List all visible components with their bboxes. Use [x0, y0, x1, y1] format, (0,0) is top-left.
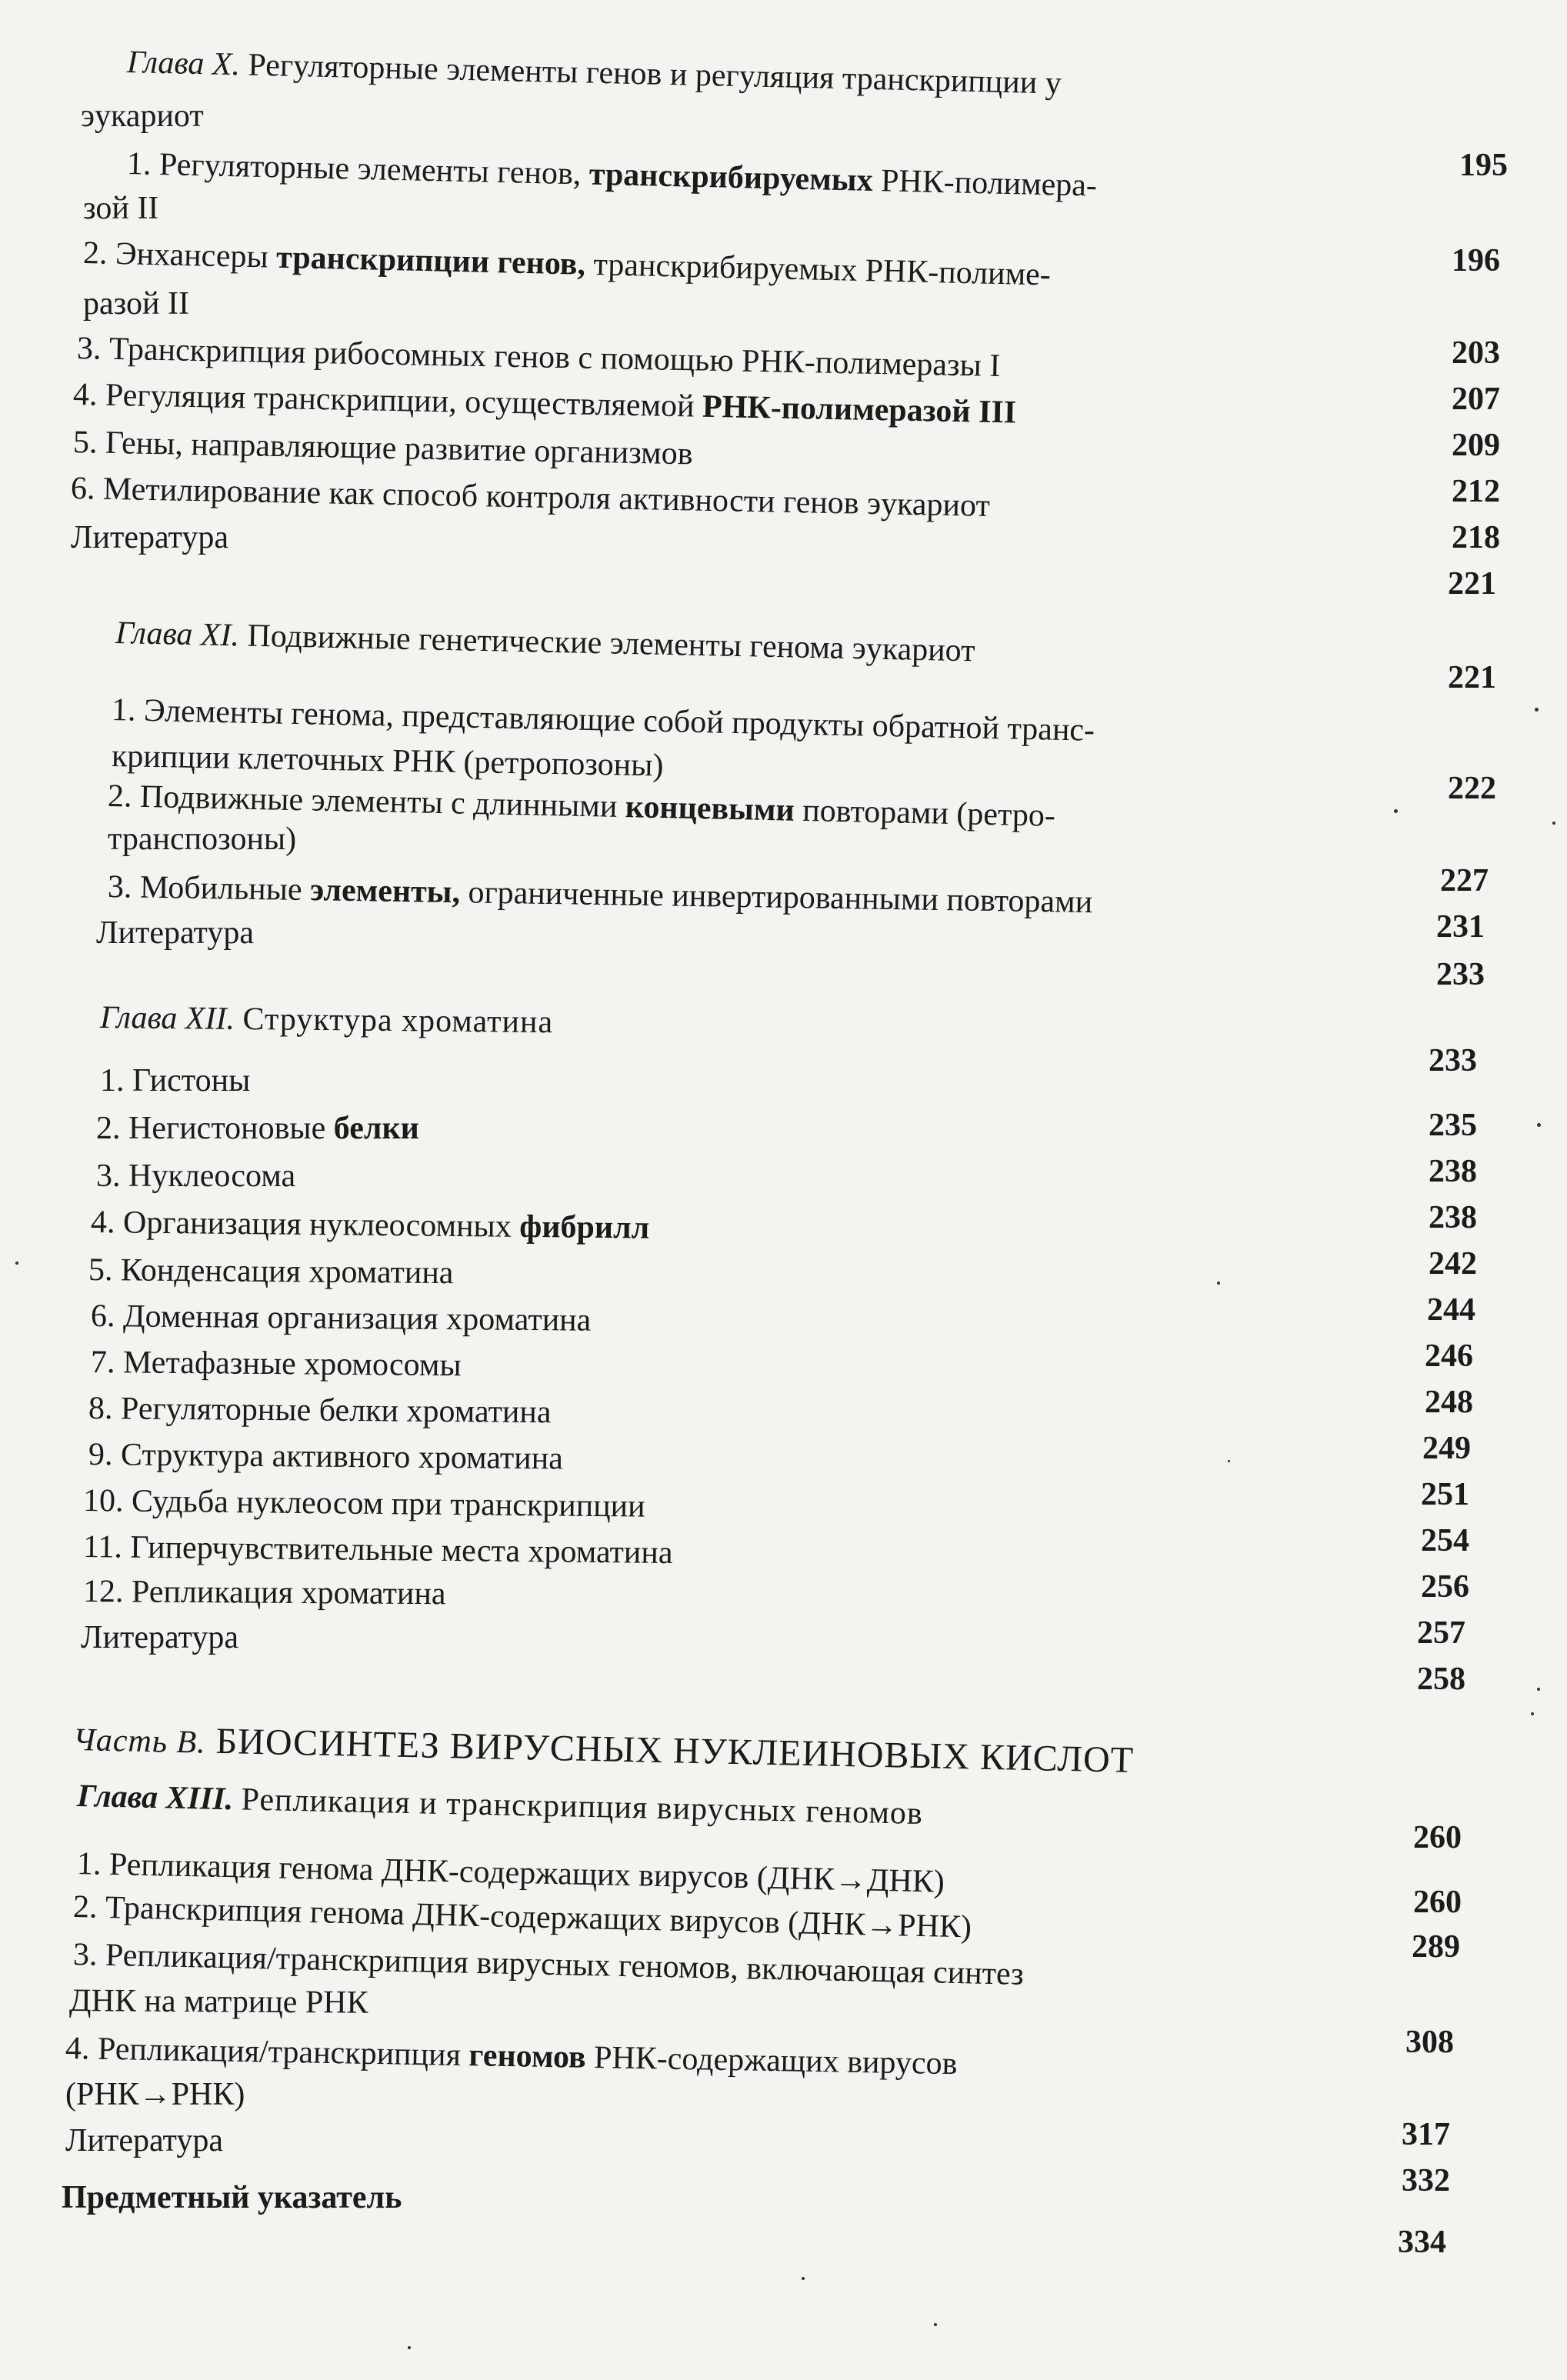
- chapter-11-name: Подвижные генетические элементы генома эукариот: [247, 618, 975, 669]
- page-number: 260: [1413, 1885, 1462, 1920]
- scan-speck: [1217, 1282, 1220, 1285]
- scan-speck: [15, 1262, 18, 1265]
- page-number: 203: [1452, 335, 1500, 371]
- toc-entry-13-4-cont: (РНК→РНК): [65, 2077, 245, 2112]
- chapter-13-name: Репликация и транскрипция вирусных геномов: [241, 1782, 924, 1832]
- toc-entry-12-3: 3. Нуклеосома: [96, 1158, 296, 1194]
- scan-speck: [1531, 1712, 1534, 1715]
- toc-entry-11-3: 3. Мобильные элементы, ограниченные инвертированными повторами: [107, 869, 1093, 921]
- page-number: 332: [1402, 2163, 1450, 2198]
- page-number: 227: [1440, 863, 1489, 898]
- toc-entry-11-2-cont: транспозоны): [108, 822, 297, 857]
- page-number: 233: [1429, 1043, 1477, 1078]
- toc-entry-12-11: 11. Гиперчувствительные места хроматина: [82, 1529, 673, 1572]
- toc-entry-12-8: 8. Регуляторные белки хроматина: [88, 1391, 552, 1431]
- page-number: 242: [1429, 1246, 1477, 1282]
- page-number: 248: [1425, 1385, 1473, 1420]
- toc-entry-11-literature: Литература: [96, 915, 254, 951]
- page-number: 308: [1405, 2025, 1454, 2060]
- page-number: 244: [1427, 1292, 1475, 1328]
- page-number: 334: [1398, 2225, 1446, 2260]
- page-number: 235: [1429, 1108, 1477, 1143]
- part-b-label: Часть В.: [72, 1722, 207, 1761]
- scan-speck: [1552, 822, 1555, 825]
- toc-entry-10-4: 4. Регуляция транскрипции, осуществляемой РНК-полимеразой III: [72, 377, 1017, 431]
- page-number: 231: [1436, 909, 1485, 945]
- chapter-11-title: [115, 615, 975, 668]
- chapter-12-label: Глава XII.: [99, 1000, 235, 1037]
- chapter-13-label: Глава XIII.: [76, 1778, 234, 1818]
- page-number: 196: [1452, 243, 1500, 278]
- toc-entry-11-2: 2. Подвижные элементы с длинными концевыми повторами (ретро-: [107, 778, 1056, 834]
- toc-entry-10-2: 2. Энхансеры транскрипции генов, транскрибируемых РНК-полиме-: [82, 235, 1052, 293]
- scan-speck: [934, 2323, 937, 2326]
- toc-entry-12-7: 7. Метафазные хромосомы: [90, 1345, 462, 1384]
- scan-speck: [1537, 1123, 1541, 1127]
- chapter-10-title: [126, 45, 1062, 102]
- toc-entry-10-3: 3. Транскрипция рибосомных генов с помощью РНК-полимеразы I: [76, 331, 1001, 385]
- chapter-12-title: [100, 1000, 554, 1040]
- toc-entry-12-12: 12. Репликация хроматина: [82, 1574, 446, 1612]
- page-number: 221: [1448, 566, 1496, 602]
- toc-entry-10-literature: Литература: [71, 520, 228, 555]
- toc-entry-10-6: 6. Метилирование как способ контроля активности генов эукариот: [70, 471, 991, 524]
- toc-entry-12-6: 6. Доменная организация хроматина: [90, 1298, 592, 1338]
- chapter-13-title: [77, 1778, 924, 1832]
- toc-entry-13-3-cont: ДНК на матрице РНК: [68, 1983, 368, 2021]
- chapter-10-title-cont: эукариот: [81, 98, 204, 134]
- page-number: 233: [1436, 957, 1485, 992]
- toc-entry-11-1-cont: крипции клеточных РНК (ретропозоны): [111, 738, 664, 784]
- toc-entry-11-1: 1. Элементы генома, представляющие собой продукты обратной транс-: [111, 692, 1095, 748]
- page-number: 249: [1422, 1431, 1471, 1466]
- toc-entry-10-1: 1. Регуляторные элементы генов, транскрибируемых РНК-полимера-: [126, 146, 1098, 204]
- scan-speck: [408, 2346, 411, 2349]
- chapter-12-name: Структура хроматина: [242, 1001, 554, 1041]
- page-number: 257: [1417, 1615, 1465, 1651]
- page-number: 195: [1459, 148, 1508, 183]
- toc-entry-12-literature: Литература: [81, 1620, 238, 1655]
- toc-entry-10-2-cont: разой II: [83, 286, 189, 322]
- chapter-10-label: Глава X.: [126, 45, 241, 83]
- toc-entry-10-1-cont: зой II: [83, 191, 159, 226]
- toc-entry-12-10: 10. Судьба нуклеосом при транскрипции: [82, 1483, 645, 1525]
- page-number: 251: [1421, 1477, 1469, 1512]
- toc-entry-12-2: 2. Негистоновые белки: [96, 1111, 419, 1146]
- toc-entry-12-4: 4. Организация нуклеосомных фибрилл: [90, 1205, 650, 1246]
- part-b-name: БИОСИНТЕЗ ВИРУСНЫХ НУКЛЕИНОВЫХ КИСЛОТ: [215, 1720, 1135, 1781]
- toc-entry-13-4: 4. Репликация/транскрипция геномов РНК-содержащих вирусов: [65, 2031, 958, 2082]
- page-number: 254: [1421, 1523, 1469, 1558]
- scan-speck: [1394, 809, 1398, 813]
- toc-entry-12-5: 5. Конденсация хроматина: [88, 1252, 454, 1292]
- page-number: 260: [1413, 1820, 1462, 1855]
- page-number: 317: [1402, 2117, 1450, 2152]
- toc-entry-10-5: 5. Гены, направляющие развитие организмов: [72, 425, 694, 472]
- page-number: 289: [1412, 1929, 1460, 1965]
- subject-index-entry: Предметный указатель: [62, 2180, 402, 2215]
- page-number: 238: [1429, 1200, 1477, 1235]
- toc-entry-12-1: 1. Гистоны: [100, 1063, 251, 1098]
- scan-speck: [1537, 1688, 1540, 1691]
- chapter-11-label: Глава XI.: [115, 615, 240, 654]
- toc-entry-13-2: 2. Транскрипция генома ДНК-содержащих вирусов (ДНК→РНК): [72, 1889, 972, 1945]
- page-number: 256: [1421, 1569, 1469, 1605]
- part-b-title: [72, 1718, 1134, 1782]
- page-number: 218: [1452, 520, 1500, 555]
- page-number: 238: [1429, 1154, 1477, 1189]
- scan-speck: [802, 2277, 805, 2280]
- page-number: 246: [1425, 1338, 1473, 1374]
- page-number: 207: [1452, 382, 1500, 417]
- toc-entry-12-9: 9. Структура активного хроматина: [88, 1437, 564, 1477]
- scan-speck: [1535, 708, 1539, 712]
- page-number: 209: [1452, 428, 1500, 463]
- page-number: 212: [1452, 474, 1500, 509]
- scan-speck: [1228, 1460, 1230, 1462]
- toc-entry-13-literature: Литература: [65, 2123, 223, 2158]
- page-number: 222: [1448, 771, 1496, 806]
- toc-entry-13-3: 3. Репликация/транскрипция вирусных геномов, включающая синтез: [72, 1937, 1025, 1992]
- page-number: 221: [1448, 660, 1496, 695]
- chapter-10-name: Регуляторные элементы генов и регуляция транскрипции у: [248, 47, 1062, 102]
- page-number: 258: [1417, 1662, 1465, 1697]
- toc-entry-13-1: 1. Репликация генома ДНК-содержащих вирусов (ДНК→ДНК): [76, 1846, 945, 1900]
